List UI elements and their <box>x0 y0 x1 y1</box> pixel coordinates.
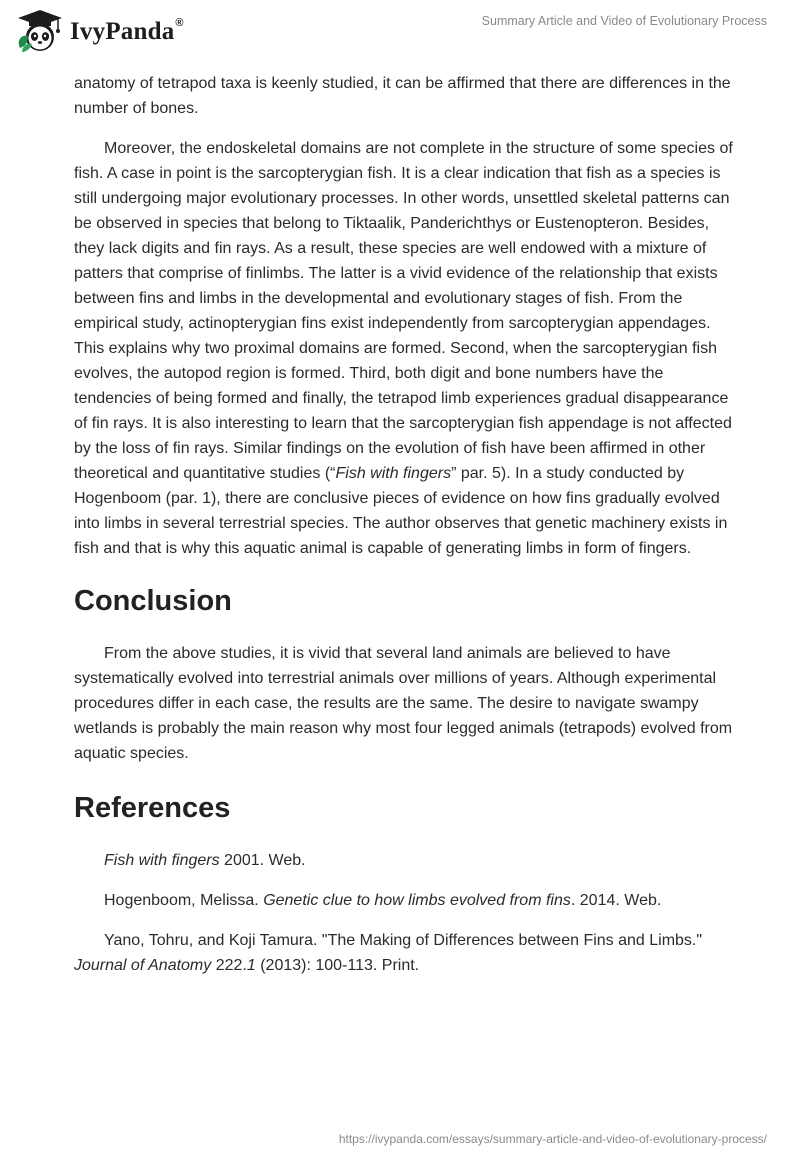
reference-issue: 1 <box>246 957 256 974</box>
paragraph-main-part-a: Moreover, the endoskeletal domains are not complete in the structure of some species of fish. A case in point is the sarcopterygian fish. It is a clear indication that fish as a species is still undergoing major evolutionary processes. In other words, unsettled skeletal patterns can be observed in species that belong to Tiktaalik, Panderichthys or Eustenopteron. Besides, they lack digits and fin rays. As a result, these species are well endowed with a mixture of patters that comprise of finlimbs. The latter is a vivid evidence of the relationship that exists between fins and limbs in the developmental and evolutionary stages of fish. From the empirical study, actinopterygian fins exist independently from sarcopterygian appendages. This explains why two proximal domains are formed. Second, when the sarcopterygian fish evolves, the autopod region is formed. Third, both digit and bone numbers have the tendencies of being formed and finally, the tetrapod limb experiences gradual disappearance of fin rays. It is also interesting to learn that the sarcopterygian fish appendage is not affected by the loss of fin rays. Similar findings on the evolution of fish have been affirmed in other theoretical and quantitative studies (“ <box>74 140 733 482</box>
ivypanda-logo[interactable] <box>14 8 184 54</box>
reference-item: Yano, Tohru, and Koji Tamura. "The Making of Differences between Fins and Limbs." Journal of Anatomy 222.1 (2013): 100-113. Print. <box>74 932 703 974</box>
essay-body <box>74 71 734 978</box>
reference-item: Hogenboom, Melissa. Genetic clue to how limbs evolved from fins. 2014. Web. <box>104 892 662 909</box>
paragraph-main <box>74 136 734 561</box>
source-url[interactable]: https://ivypanda.com/essays/summary-article-and-video-of-evolutionary-process/ <box>338 1132 767 1146</box>
paragraph-continued: anatomy of tetrapod taxa is keenly studied, it can be affirmed that there are differences in the number of bones. <box>74 75 731 117</box>
reference-title: Genetic clue to how limbs evolved from fins <box>263 892 571 909</box>
reference-item: Fish with fingers 2001. Web. <box>104 852 306 869</box>
running-title: Summary Article and Video of Evolutionary Process <box>481 14 767 28</box>
reference-title: Fish with fingers <box>104 852 220 869</box>
panda-graduate-icon <box>14 8 66 54</box>
paragraph-main-source-title: Fish with fingers <box>335 465 452 482</box>
conclusion-heading: Conclusion <box>74 585 232 617</box>
references-heading: References <box>74 792 231 824</box>
paragraph-main-part-b: ” par. 5). In a study conducted by Hogenboom (par. 1), there are conclusive pieces of evidence on how fins gradually evolved into limbs in several terrestrial species. The author observes that genetic machinery exists in fish and that is why this aquatic animal is capable of generating limbs in form of fingers. <box>74 465 728 557</box>
reference-journal: Journal of Anatomy <box>74 957 212 974</box>
logo-wordmark: IvyPanda® <box>70 16 184 45</box>
conclusion-paragraph: From the above studies, it is vivid that several land animals are believed to have systematically evolved into terrestrial animals over millions of years. Although experimental procedures differ in each case, the results are the same. The desire to navigate swampy wetlands is probably the main reason why most four legged animals (tetrapods) evolved from aquatic species. <box>74 645 733 762</box>
